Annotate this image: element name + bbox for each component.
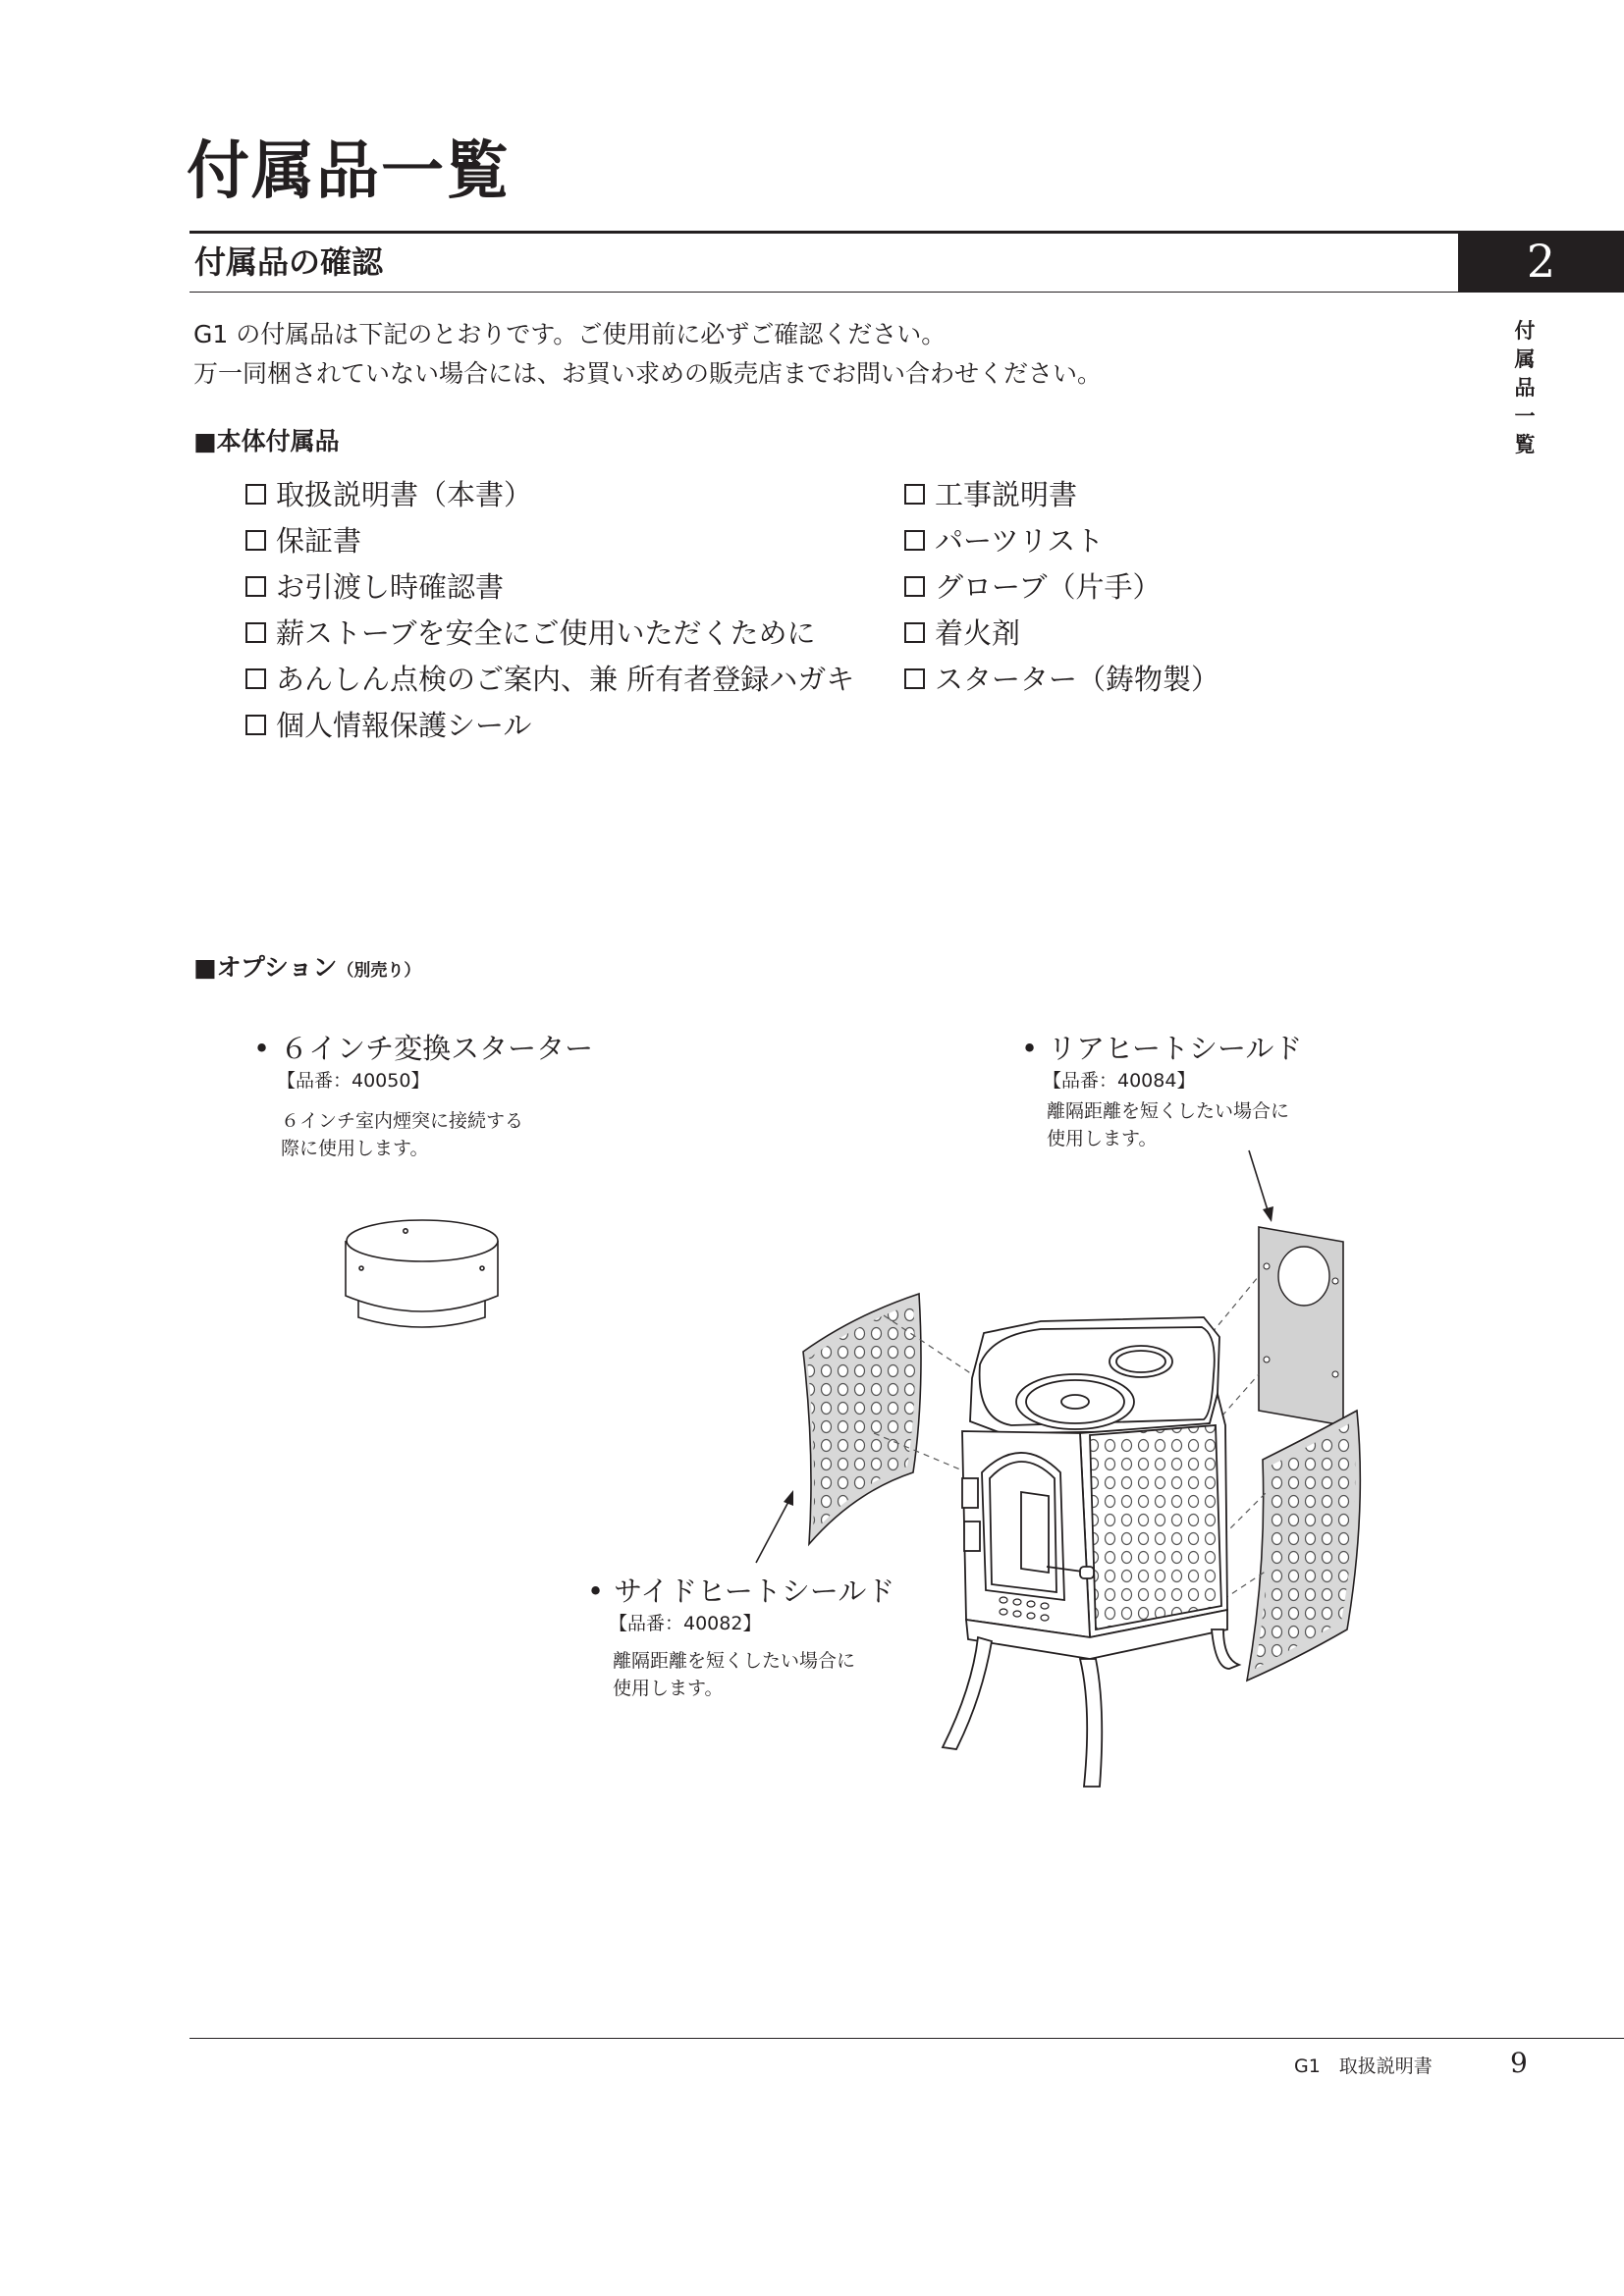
starter-drawing bbox=[346, 1220, 498, 1327]
option-part-number: 【品番：40050】 bbox=[277, 1070, 430, 1092]
page-number: 9 bbox=[1510, 2047, 1528, 2079]
option-title-side-shield: • サイドヒートシールド bbox=[587, 1574, 894, 1609]
chapter-vertical-char: 属 bbox=[1514, 347, 1536, 371]
option-description-line: 離隔距離を短くしたい場合に bbox=[1047, 1100, 1290, 1122]
option-description bbox=[613, 1647, 855, 1702]
option-part-number: 【品番：40082】 bbox=[609, 1613, 762, 1634]
option-description-line: 使用します。 bbox=[613, 1678, 724, 1699]
checklist-item-label: パーツリスト bbox=[935, 523, 1105, 558]
checklist-item-label: 取扱説明書（本書） bbox=[276, 477, 533, 511]
footer-document-title: G1 取扱説明書 bbox=[1294, 2056, 1433, 2077]
chapter-vertical-char: 覧 bbox=[1514, 432, 1536, 456]
option-part-number: 【品番：40084】 bbox=[1043, 1070, 1196, 1092]
checklist-item-label: 薪ストーブを安全にご使用いただくために bbox=[276, 615, 816, 650]
side-heat-shield-drawing bbox=[756, 1294, 921, 1563]
option-title-starter: • ６インチ変換スターター bbox=[253, 1031, 593, 1066]
stove-drawing bbox=[943, 1317, 1239, 1787]
page-title: 付属品一覧 bbox=[187, 134, 511, 208]
chapter-vertical-char: 一 bbox=[1514, 403, 1536, 428]
options-heading-label: ■オプション bbox=[193, 953, 338, 982]
checklist-item-label: グローブ（片手） bbox=[935, 569, 1162, 604]
side-heat-shield-right-drawing bbox=[1247, 1411, 1360, 1681]
section-title: 付属品の確認 bbox=[194, 243, 384, 281]
option-description bbox=[1047, 1097, 1289, 1152]
options-heading-note: （別売り） bbox=[337, 961, 421, 981]
checklist-item-label: お引渡し時確認書 bbox=[276, 569, 505, 604]
option-description bbox=[281, 1107, 523, 1162]
checklist-item-label: 工事説明書 bbox=[935, 477, 1078, 511]
option-title-rear-shield: • リアヒートシールド bbox=[1021, 1031, 1302, 1066]
option-description-line: 使用します。 bbox=[1047, 1128, 1158, 1149]
checklist-item-label: 着火剤 bbox=[935, 615, 1021, 650]
checklist-item-label: あんしん点検のご案内、兼 所有者登録ハガキ bbox=[276, 662, 855, 696]
rear-heat-shield-drawing bbox=[1249, 1150, 1343, 1425]
checklist-item-label: スターター（鋳物製） bbox=[935, 662, 1220, 696]
intro-line: 万一同梱されていない場合には、お買い求めの販売店までお問い合わせください。 bbox=[193, 359, 1103, 388]
accessories-heading: ■本体付属品 bbox=[193, 427, 340, 455]
option-description-line: 際に使用します。 bbox=[281, 1138, 429, 1159]
footer-rule bbox=[189, 2038, 1624, 2039]
checklist-item-label: 個人情報保護シール bbox=[276, 708, 532, 742]
intro-line: G1 の付属品は下記のとおりです。ご使用前に必ずご確認ください。 bbox=[193, 320, 947, 348]
checklist-item-label: 保証書 bbox=[276, 523, 362, 558]
chapter-vertical-char: 品 bbox=[1514, 375, 1536, 400]
option-description-line: ６インチ室内煙突に接続する bbox=[281, 1110, 524, 1132]
chapter-tab: 2 bbox=[1458, 231, 1624, 293]
option-description-line: 離隔距離を短くしたい場合に bbox=[613, 1650, 856, 1672]
chapter-vertical-char: 付 bbox=[1514, 318, 1536, 343]
